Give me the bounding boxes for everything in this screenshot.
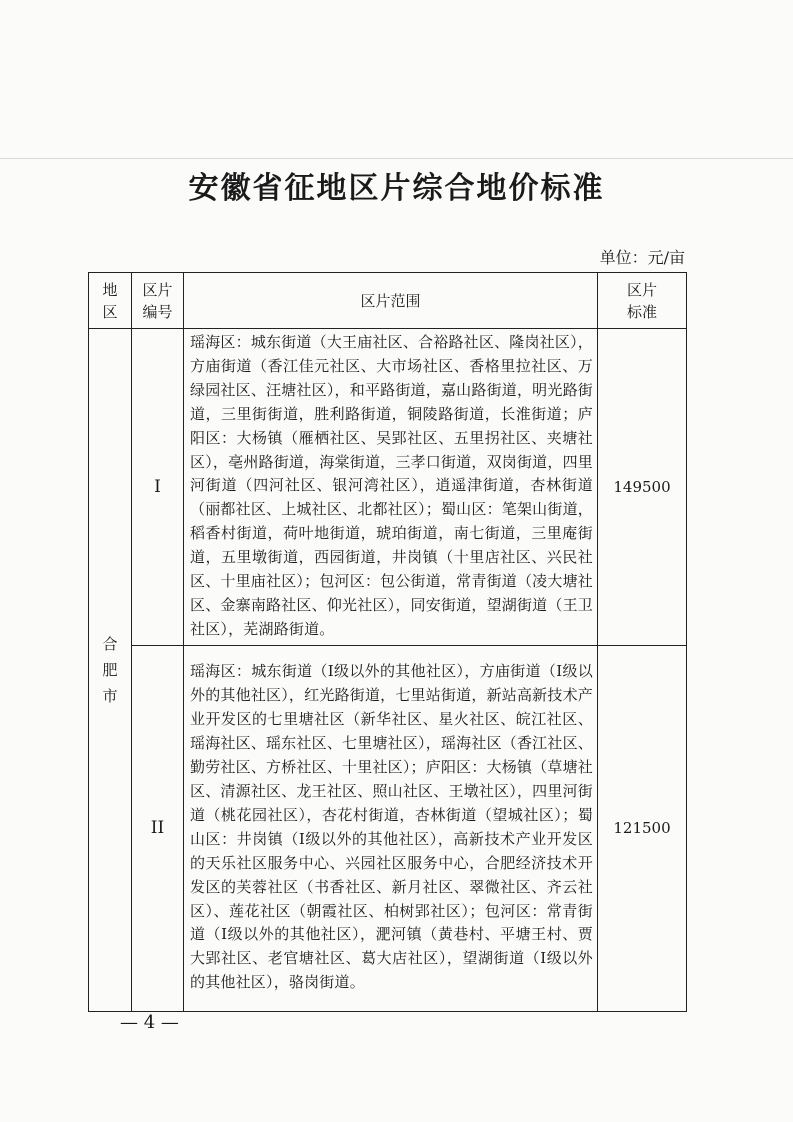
table-row [89, 645, 687, 1011]
header-region-line2: 区 [102, 302, 118, 321]
zone-standard-cell: 149500 [598, 329, 687, 646]
region-char: 市 [102, 686, 118, 705]
header-zone-scope: 区片范围 [184, 273, 598, 329]
header-standard-line1: 区片 [626, 280, 657, 299]
land-price-table [88, 272, 687, 1012]
header-zone-line1: 区片 [142, 280, 173, 299]
zone-number-cell: I [132, 329, 184, 646]
region-cell-hefei [89, 329, 132, 1012]
header-region [89, 273, 132, 329]
header-standard-line2: 标准 [626, 302, 657, 321]
header-zone-standard [598, 273, 687, 329]
header-zone-number [132, 273, 184, 329]
zone-number-cell: II [132, 645, 184, 1011]
region-char: 合 [102, 634, 118, 653]
scan-divider-line [0, 158, 793, 159]
header-region-line1: 地 [102, 280, 118, 299]
table-row [89, 329, 687, 646]
unit-label: 单位：元/亩 [599, 248, 685, 267]
zone-scope-cell: 瑶海区：城东街道（大王庙社区、合裕路社区、隆岗社区），方庙街道（香江佳元社区、大市场社区、香格里拉社区、万绿园社区、汪塘社区），和平路街道，嘉山路街道，明光路街道，三里街街道，胜利路街道，铜陵路街道，长淮街道；庐阳区：大杨镇（雁栖社区、吴郢社区、五里拐社区、夹塘社区），亳州路街道，海棠街道，三孝口街道，双岗街道，四里河街道（四河社区、银河湾社区），逍遥津街道，杏林街道（丽都社区、上城社区、北都社区）；蜀山区：笔架山街道，稻香村街道，荷叶地街道，琥珀街道，南七街道，三里庵街道，五里墩街道，西园街道，井岗镇（十里店社区、兴民社区、十里庙社区）；包河区：包公街道，常青街道（凌大塘社区、金寨南路社区、仰光社区），同安街道，望湖街道（王卫社区），芜湖路街道。 [184, 329, 598, 646]
document-title: 安徽省征地区片综合地价标准 [188, 171, 605, 206]
zone-standard-cell: 121500 [598, 645, 687, 1011]
zone-scope-cell: 瑶海区：城东街道（I级以外的其他社区），方庙街道（I级以外的其他社区），红光路街道，七里站街道，新站高新技术产业开发区的七里塘社区（新华社区、星火社区、皖江社区、瑶海社区、瑶东社区、七里塘社区），瑶海社区（香江社区、勤劳社区、方桥社区、十里社区）；庐阳区：大杨镇（草塘社区、清源社区、龙王社区、照山社区、王墩社区），四里河街道（桃花园社区），杏花村街道，杏林街道（望城社区）；蜀山区：井岗镇（I级以外的其他社区），高新技术产业开发区的天乐社区服务中心、兴园社区服务中心，合肥经济技术开发区的芙蓉社区（书香社区、新月社区、翠微社区、齐云社区）、莲花社区（朝霞社区、柏树郢社区）；包河区：常青街道（I级以外的其他社区），淝河镇（黄巷村、平塘王村、贾大郢社区、老官塘社区、葛大店社区），望湖街道（I级以外的其他社区），骆岗街道。 [184, 645, 598, 1011]
region-char: 肥 [102, 660, 118, 679]
header-zone-line2: 编号 [142, 302, 173, 321]
page-number: — 4 — [120, 1012, 179, 1033]
table-header-row [89, 273, 687, 329]
